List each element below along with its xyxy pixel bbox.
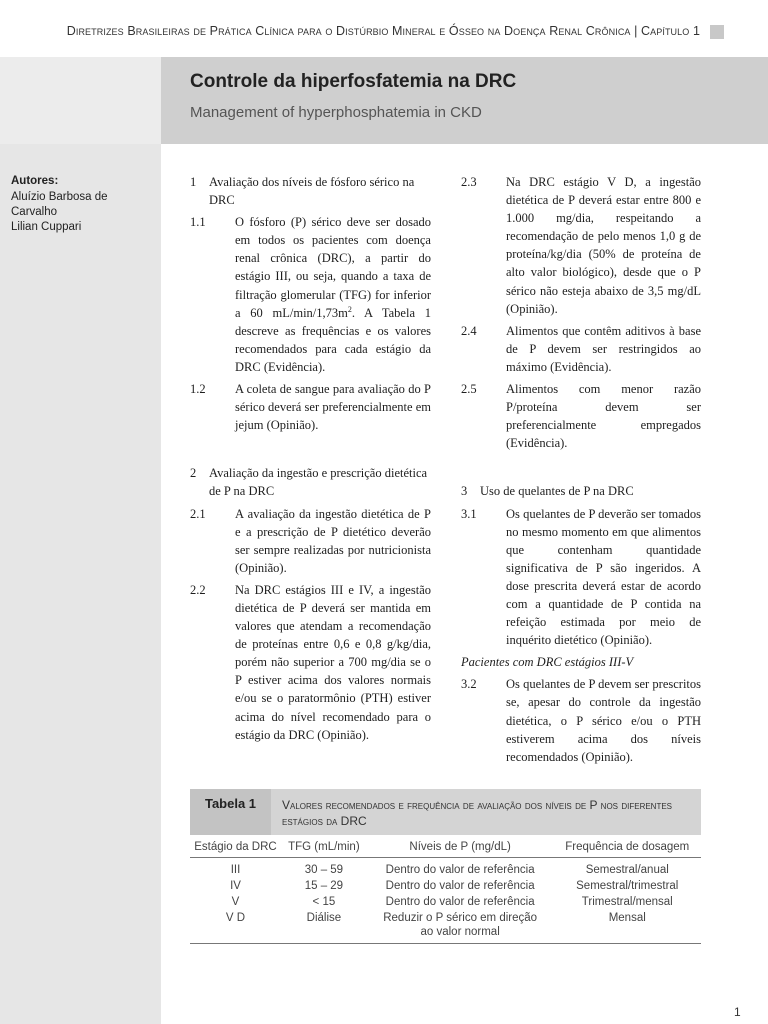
recommendation-item: 1.2 A coleta de sangue para avaliação do P sérico deverá ser preferencialmente em jejum (Opinião). bbox=[190, 382, 431, 433]
table-caption-bar bbox=[190, 789, 701, 835]
column-header: Níveis de P (mg/dL) bbox=[367, 838, 554, 858]
section-heading: 1 Avaliação dos níveis de fósforo sérico na DRC bbox=[190, 175, 415, 208]
left-column bbox=[190, 173, 431, 744]
table-caption: Valores recomendados e frequência de avaliação dos níveis de P nos diferentes estágios da DRC bbox=[282, 798, 673, 828]
article-title: Controle da hiperfosfatemia na DRC bbox=[190, 71, 517, 92]
author-name: Lilian Cuppari bbox=[11, 221, 82, 233]
recommendation-item: 2.1 A avaliação da ingestão dietética de P e a prescrição de P dietético deverão ser sempre realizadas por nutricionista (Opinião). bbox=[190, 506, 431, 575]
right-column bbox=[461, 173, 701, 766]
table-label: Tabela 1 bbox=[190, 789, 271, 835]
page-number: 1 bbox=[734, 1005, 741, 1019]
section-heading: 3 Uso de quelantes de P na DRC bbox=[461, 484, 634, 499]
column-header: Estágio da DRC bbox=[190, 838, 281, 858]
author-name: Aluízio Barbosa de Carvalho bbox=[11, 191, 108, 218]
column-header: TFG (mL/min) bbox=[281, 838, 367, 858]
article-subtitle: Management of hyperphosphatemia in CKD bbox=[190, 104, 482, 121]
recommendation-item: 3.1 Os quelantes de P deverão ser tomados no mesmo momento em que alimentos que contenham quantidade significativa de P são ingeridos. A dose prescrita deverá estar de acordo com a quantidade de P contida na refeição estimada por meio de inquérito dietético (Opinião). bbox=[461, 506, 701, 648]
recommendation-item: 2.5 Alimentos com menor razão P/proteína devem ser preferencialmente empregados (Evidência). bbox=[461, 382, 701, 451]
recommendation-item: 3.2 Os quelantes de P devem ser prescritos se, apesar do controle da ingestão dietética, o P sérico e/ou o PTH estiverem acima dos níveis recomendados (Opinião). bbox=[461, 677, 701, 764]
table-row: III 30 – 59 Dentro do valor de referência Semestral/anual bbox=[230, 864, 669, 876]
column-header: Frequência de dosagem bbox=[554, 838, 702, 858]
running-header-text: Diretrizes Brasileiras de Prática Clínica para o Distúrbio Mineral e Ósseo na Doença Renal Crônica | Capítulo 1 bbox=[66, 24, 700, 38]
data-table bbox=[190, 838, 701, 944]
section-heading: 2 Avaliação da ingestão e prescrição dietética de P na DRC bbox=[190, 466, 428, 499]
recommendation-item: 2.3 Na DRC estágio V D, a ingestão dietética de P deverá estar entre 800 e 1.000 mg/dia, respeitando a recomendação de pelo menos 1,0 g de proteína/kg/dia (50% de proteína de alto valor biológico), desde que o P sérico não esteja abaixo de 3,5 mg/dL (Opinião). bbox=[461, 175, 701, 316]
recommendation-item: 2.4 Alimentos que contêm aditivos à base de P devem ser restringidos ao máximo (Evidência). bbox=[461, 323, 701, 374]
table-header-row bbox=[190, 838, 701, 858]
authors-block bbox=[11, 174, 156, 235]
recommendation-item: 2.2 Na DRC estágios III e IV, a ingestão dietética de P deverá ser mantida em valores que atendam a recomendação de proteínas entre 0,6 e 0,8 g/kg/dia, porém não superior a 700 mg/dia se o P estiver acima dos valores normais e/ou se o paratormônio (PTH) estiver acima do nível recomendado para o estágio da DRC (Opinião). bbox=[190, 582, 431, 742]
table-row: IV 15 – 29 Dentro do valor de referência Semestral/trimestral bbox=[230, 880, 679, 892]
sidebar-top-block bbox=[0, 57, 161, 144]
table-row: V D Diálise Reduzir o P sérico em direção ao valor normal Mensal bbox=[190, 910, 701, 944]
running-header bbox=[0, 22, 768, 44]
authors-label: Autores: bbox=[11, 175, 59, 187]
table-row: V < 15 Dentro do valor de referência Trimestral/mensal bbox=[231, 896, 673, 908]
title-band bbox=[161, 57, 768, 144]
recommendation-item: 1.1 O fósforo (P) sérico deve ser dosado em todos os pacientes com doença renal crônica (DRC), a partir do estágio III, ou seja, quando a taxa de filtração glomerular (TFG) for inferior a 60 $mL/\min/1,73m^2$. A Tabela 1 descreve as frequências e os valores recomendados para cada estágio da DRC (Evidência). bbox=[190, 215, 431, 374]
subsection-heading: Pacientes com DRC estágios III-V bbox=[461, 655, 634, 670]
header-marker-box bbox=[710, 25, 724, 39]
